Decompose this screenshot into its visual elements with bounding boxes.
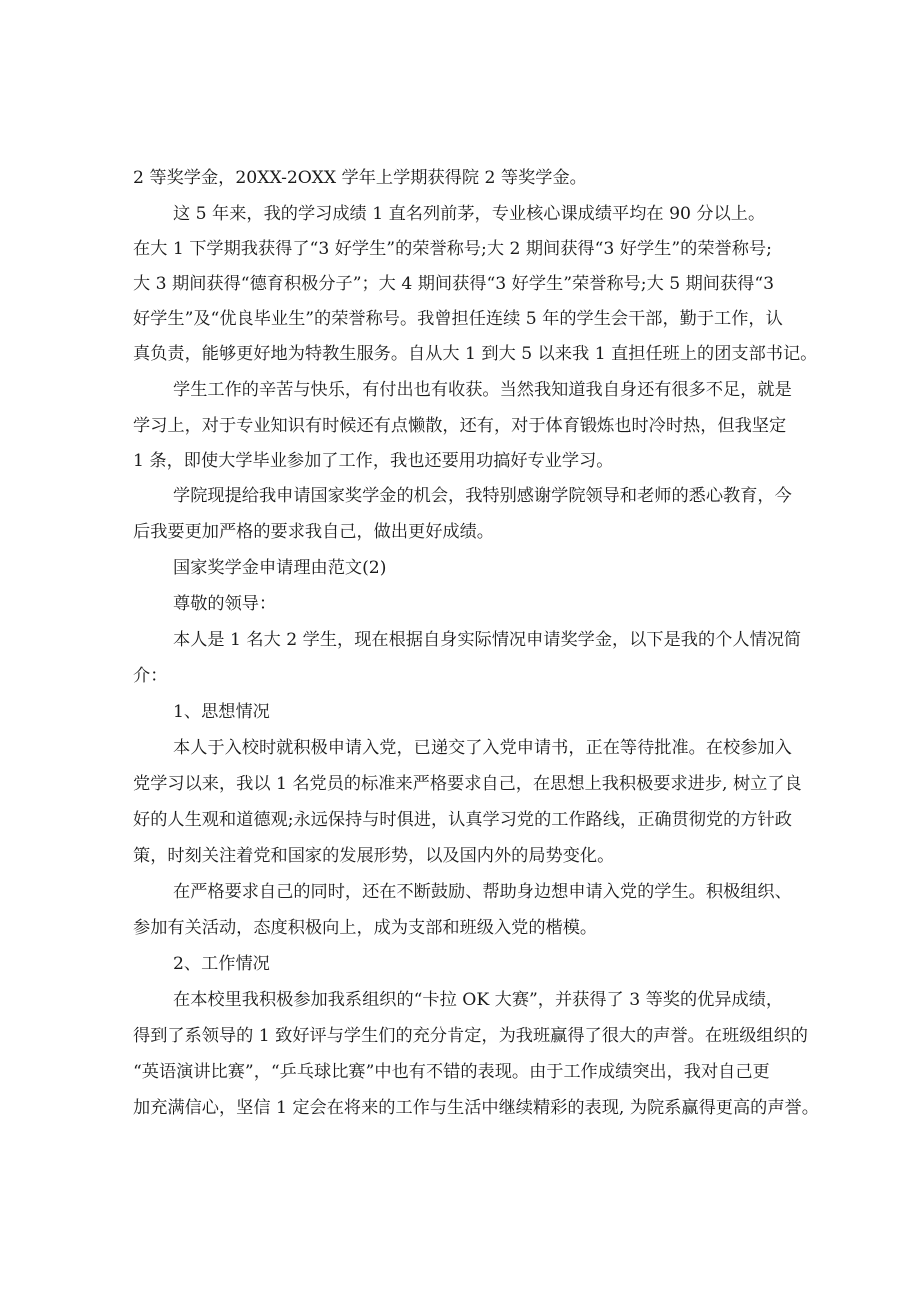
section-title: 国家奖学金申请理由范文(2) — [173, 558, 387, 578]
text-line: 本人是 1 名大 2 学生，现在根据自身实际情况申请奖学金，以下是我的个人情况简 — [173, 630, 802, 650]
text-line: 学院现提给我申请国家奖学金的机会，我特别感谢学院领导和老师的悉心教育，今 — [173, 486, 792, 506]
text-line: 得到了系领导的 1 致好评与学生们的充分肯定，为我班赢得了很大的声誉。在班级组织的 — [133, 1026, 808, 1046]
text-line: 这 5 年来，我的学习成绩 1 直名列前茅，专业核心课成绩平均在 90 分以上。 — [173, 204, 766, 224]
text-line: 党学习以来，我以 1 名党员的标准来严格要求自己，在思想上我积极要求进步, 树立了良 — [133, 774, 802, 794]
text-line: 好的人生观和道德观;永远保持与时俱进，认真学习党的工作路线，正确贯彻党的方针政 — [133, 810, 792, 830]
text-line: 真负责，能够更好地为特教生服务。自从大 1 到大 5 以来我 1 直担任班上的团支部书记。 — [133, 344, 818, 364]
text-line: 学习上，对于专业知识有时候还有点懒散，还有，对于体育锻炼也时冷时热，但我坚定 — [133, 416, 787, 436]
section-heading: 2、工作情况 — [173, 954, 270, 974]
text-line: 学生工作的辛苦与快乐，有付出也有收获。当然我知道我自身还有很多不足，就是 — [173, 380, 792, 400]
text-line: “英语演讲比赛”，“乒乓球比赛”中也有不错的表现。由于工作成绩突出，我对自己更 — [133, 1062, 770, 1082]
text-line: 介： — [133, 666, 168, 686]
text-line: 本人于入校时就积极申请入党，已递交了入党申请书，正在等待批准。在校参加入 — [173, 738, 792, 758]
text-line: 大 3 期间获得“德育积极分子”；大 4 期间获得“3 好学生”荣誉称号;大 5 期间获得“3 — [133, 274, 775, 294]
text-line: 1 条，即使大学毕业参加了工作，我也还要用功搞好专业学习。 — [133, 451, 614, 471]
text-line: 参加有关活动，态度积极向上，成为支部和班级入党的楷模。 — [133, 918, 598, 938]
text-line: 加充满信心，坚信 1 定会在将来的工作与生活中继续精彩的表现, 为院系赢得更高的声誉。 — [133, 1098, 819, 1118]
salutation: 尊敬的领导： — [173, 594, 277, 614]
text-line: 在本校里我积极参加我系组织的“卡拉 OK 大赛”，并获得了 3 等奖的优异成绩， — [173, 990, 784, 1010]
text-line: 策，时刻关注着党和国家的发展形势，以及国内外的局势变化。 — [133, 846, 615, 866]
text-line: 在严格要求自己的同时，还在不断鼓励、帮助身边想申请入党的学生。积极组织、 — [173, 882, 792, 902]
text-line: 后我要更加严格的要求我自己，做出更好成绩。 — [133, 522, 494, 542]
section-heading: 1、思想情况 — [173, 702, 270, 722]
text-line: 好学生”及“优良毕业生”的荣誉称号。我曾担任连续 5 年的学生会干部，勤于工作，认 — [133, 309, 783, 329]
text-line: 在大 1 下学期我获得了“3 好学生”的荣誉称号;大 2 期间获得“3 好学生”的荣誉称号; — [133, 239, 772, 259]
text-line: 2 等奖学金，20XX-2OXX 学年上学期获得院 2 等奖学金。 — [133, 168, 587, 188]
